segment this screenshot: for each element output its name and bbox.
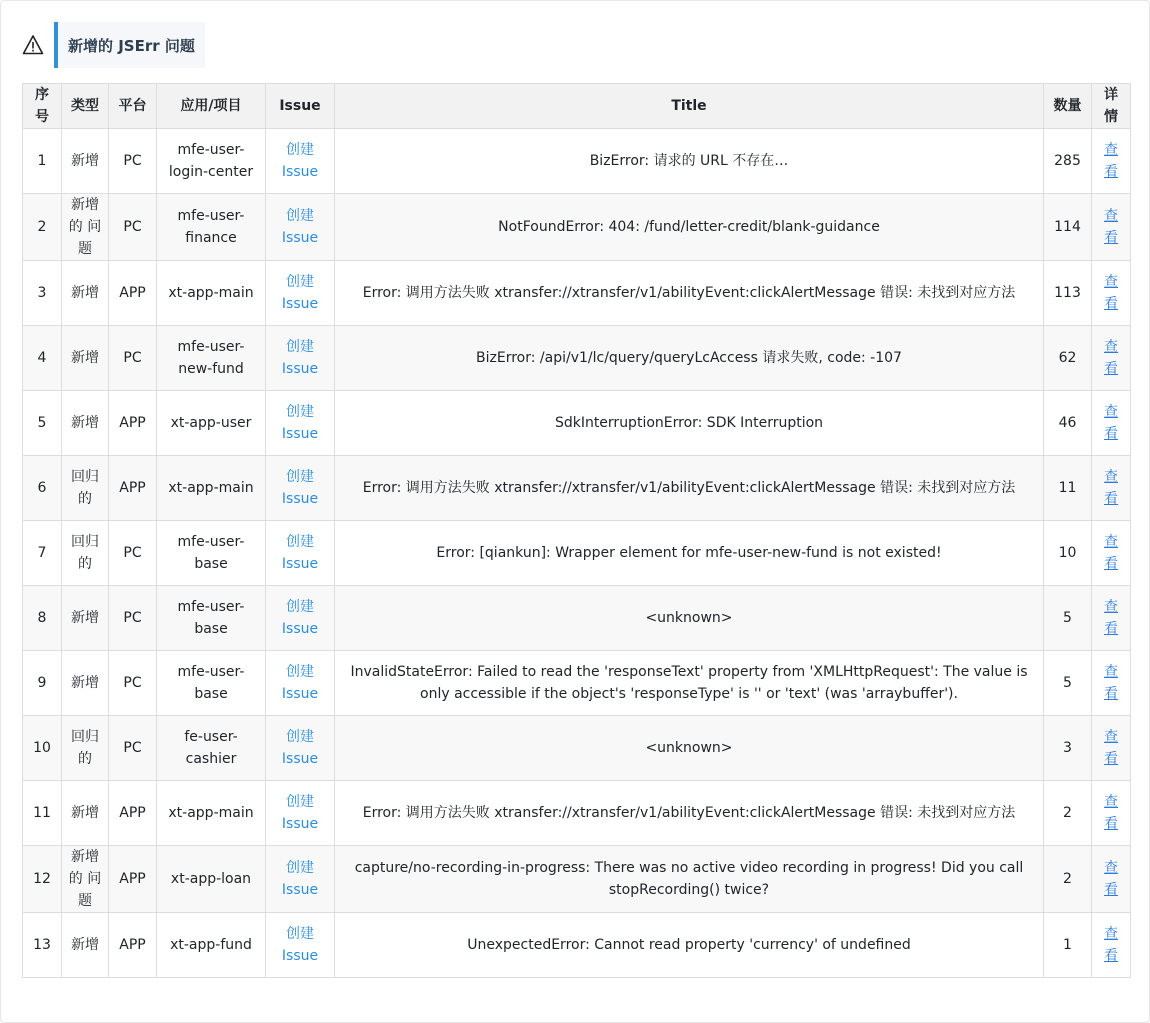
view-detail-link[interactable]: 查看 xyxy=(1104,534,1118,572)
page-title: 新增的 JSErr 问题 xyxy=(54,22,205,68)
row-count: 2 xyxy=(1044,781,1092,846)
table-row xyxy=(23,261,1131,326)
table-row xyxy=(23,913,1131,978)
view-detail-link[interactable]: 查看 xyxy=(1104,469,1118,507)
row-platform: APP xyxy=(109,781,157,846)
row-detail-cell xyxy=(1092,261,1131,326)
table-row xyxy=(23,456,1131,521)
row-count: 5 xyxy=(1044,651,1092,716)
view-detail-link[interactable]: 查看 xyxy=(1104,142,1118,180)
column-header-platform: 平台 xyxy=(109,84,157,129)
row-index: 2 xyxy=(23,194,62,261)
table-row xyxy=(23,781,1131,846)
row-title: BizError: /api/v1/lc/query/queryLcAccess 请求失败, code: -107 xyxy=(335,326,1044,391)
table-row xyxy=(23,586,1131,651)
row-issue-cell xyxy=(266,521,335,586)
row-title: Error: 调用方法失败 xtransfer://xtransfer/v1/abilityEvent:clickAlertMessage 错误: 未找到对应方法 xyxy=(335,261,1044,326)
create-issue-link[interactable]: 创建 Issue xyxy=(281,729,319,767)
row-index: 9 xyxy=(23,651,62,716)
create-issue-link[interactable]: 创建 Issue xyxy=(281,860,319,898)
row-count: 113 xyxy=(1044,261,1092,326)
table-row xyxy=(23,391,1131,456)
row-count: 3 xyxy=(1044,716,1092,781)
row-index: 8 xyxy=(23,586,62,651)
view-detail-link[interactable]: 查看 xyxy=(1104,729,1118,767)
view-detail-link[interactable]: 查看 xyxy=(1104,926,1118,964)
view-detail-link[interactable]: 查看 xyxy=(1104,860,1118,898)
view-detail-link[interactable]: 查看 xyxy=(1104,664,1118,702)
row-detail-cell xyxy=(1092,129,1131,194)
row-type: 新增 xyxy=(62,913,109,978)
table-row xyxy=(23,521,1131,586)
row-app: xt-app-main xyxy=(157,261,266,326)
row-index: 12 xyxy=(23,846,62,913)
row-app: mfe-user-finance xyxy=(157,194,266,261)
row-detail-cell xyxy=(1092,781,1131,846)
row-detail-cell xyxy=(1092,586,1131,651)
row-count: 5 xyxy=(1044,586,1092,651)
row-type: 新增 xyxy=(62,781,109,846)
row-issue-cell xyxy=(266,586,335,651)
row-issue-cell xyxy=(266,456,335,521)
row-type: 回归的 xyxy=(62,716,109,781)
create-issue-link[interactable]: 创建 Issue xyxy=(281,599,319,637)
row-issue-cell xyxy=(266,129,335,194)
create-issue-link[interactable]: 创建 Issue xyxy=(281,404,319,442)
row-type: 新增 xyxy=(62,261,109,326)
view-detail-link[interactable]: 查看 xyxy=(1104,208,1118,246)
column-header-type: 类型 xyxy=(62,84,109,129)
row-type: 新增 xyxy=(62,326,109,391)
row-title: <unknown> xyxy=(335,586,1044,651)
row-issue-cell xyxy=(266,846,335,913)
row-issue-cell xyxy=(266,391,335,456)
table-row xyxy=(23,716,1131,781)
create-issue-link[interactable]: 创建 Issue xyxy=(281,339,319,377)
row-title: capture/no-recording-in-progress: There was no active video recording in progress! Did you call stopRecording() twice? xyxy=(335,846,1044,913)
row-app: fe-user-cashier xyxy=(157,716,266,781)
row-platform: PC xyxy=(109,194,157,261)
row-title: InvalidStateError: Failed to read the 'responseText' property from 'XMLHttpRequest': The value is only accessible if the object's 'responseType' is '' or 'text' (was 'arraybuffer'). xyxy=(335,651,1044,716)
row-detail-cell xyxy=(1092,846,1131,913)
view-detail-link[interactable]: 查看 xyxy=(1104,794,1118,832)
create-issue-link[interactable]: 创建 Issue xyxy=(281,664,319,702)
view-detail-link[interactable]: 查看 xyxy=(1104,274,1118,312)
row-title: UnexpectedError: Cannot read property 'currency' of undefined xyxy=(335,913,1044,978)
warning-icon xyxy=(22,34,44,56)
jserr-table xyxy=(22,83,1131,978)
row-count: 11 xyxy=(1044,456,1092,521)
row-title: Error: 调用方法失败 xtransfer://xtransfer/v1/abilityEvent:clickAlertMessage 错误: 未找到对应方法 xyxy=(335,456,1044,521)
row-issue-cell xyxy=(266,326,335,391)
row-type: 回归的 xyxy=(62,521,109,586)
row-title: BizError: 请求的 URL 不存在… xyxy=(335,129,1044,194)
row-app: mfe-user-login-center xyxy=(157,129,266,194)
row-detail-cell xyxy=(1092,194,1131,261)
row-title: SdkInterruptionError: SDK Interruption xyxy=(335,391,1044,456)
create-issue-link[interactable]: 创建 Issue xyxy=(281,274,319,312)
table-row xyxy=(23,194,1131,261)
row-type: 新增的 问题 xyxy=(62,846,109,913)
row-detail-cell xyxy=(1092,456,1131,521)
row-platform: PC xyxy=(109,129,157,194)
row-count: 10 xyxy=(1044,521,1092,586)
row-app: xt-app-user xyxy=(157,391,266,456)
row-platform: PC xyxy=(109,586,157,651)
row-platform: PC xyxy=(109,326,157,391)
row-platform: APP xyxy=(109,261,157,326)
row-issue-cell xyxy=(266,913,335,978)
row-type: 新增 xyxy=(62,129,109,194)
table-row xyxy=(23,129,1131,194)
row-detail-cell xyxy=(1092,716,1131,781)
row-type: 新增 xyxy=(62,651,109,716)
row-platform: PC xyxy=(109,651,157,716)
row-issue-cell xyxy=(266,716,335,781)
column-header-count: 数量 xyxy=(1044,84,1092,129)
create-issue-link[interactable]: 创建 Issue xyxy=(281,142,319,180)
view-detail-link[interactable]: 查看 xyxy=(1104,599,1118,637)
column-header-title: Title xyxy=(335,84,1044,129)
row-app: xt-app-main xyxy=(157,456,266,521)
row-type: 新增的 问题 xyxy=(62,194,109,261)
row-platform: PC xyxy=(109,521,157,586)
row-detail-cell xyxy=(1092,651,1131,716)
column-header-app: 应用/项目 xyxy=(157,84,266,129)
row-platform: APP xyxy=(109,456,157,521)
row-index: 6 xyxy=(23,456,62,521)
row-index: 11 xyxy=(23,781,62,846)
row-index: 5 xyxy=(23,391,62,456)
create-issue-link[interactable]: 创建 Issue xyxy=(281,794,319,832)
row-title: <unknown> xyxy=(335,716,1044,781)
row-index: 13 xyxy=(23,913,62,978)
row-platform: APP xyxy=(109,913,157,978)
row-count: 1 xyxy=(1044,913,1092,978)
row-count: 114 xyxy=(1044,194,1092,261)
row-platform: APP xyxy=(109,846,157,913)
create-issue-link[interactable]: 创建 Issue xyxy=(281,534,319,572)
row-index: 10 xyxy=(23,716,62,781)
row-title: Error: [qiankun]: Wrapper element for mfe-user-new-fund is not existed! xyxy=(335,521,1044,586)
row-detail-cell xyxy=(1092,391,1131,456)
row-type: 新增 xyxy=(62,391,109,456)
row-title: NotFoundError: 404: /fund/letter-credit/blank-guidance xyxy=(335,194,1044,261)
column-header-index: 序号 xyxy=(23,84,62,129)
row-issue-cell xyxy=(266,651,335,716)
row-app: mfe-user-base xyxy=(157,651,266,716)
row-detail-cell xyxy=(1092,913,1131,978)
row-app: xt-app-loan xyxy=(157,846,266,913)
row-issue-cell xyxy=(266,261,335,326)
table-row xyxy=(23,651,1131,716)
create-issue-link[interactable]: 创建 Issue xyxy=(281,926,319,964)
row-count: 46 xyxy=(1044,391,1092,456)
table-header-row xyxy=(23,84,1131,129)
row-app: xt-app-fund xyxy=(157,913,266,978)
view-detail-link[interactable]: 查看 xyxy=(1104,339,1118,377)
row-type: 新增 xyxy=(62,586,109,651)
row-platform: APP xyxy=(109,391,157,456)
row-app: xt-app-main xyxy=(157,781,266,846)
row-detail-cell xyxy=(1092,521,1131,586)
row-app: mfe-user-new-fund xyxy=(157,326,266,391)
table-row xyxy=(23,846,1131,913)
row-detail-cell xyxy=(1092,326,1131,391)
view-detail-link[interactable]: 查看 xyxy=(1104,404,1118,442)
create-issue-link[interactable]: 创建 Issue xyxy=(281,469,319,507)
row-count: 285 xyxy=(1044,129,1092,194)
row-index: 7 xyxy=(23,521,62,586)
column-header-detail: 详情 xyxy=(1092,84,1131,129)
row-app: mfe-user-base xyxy=(157,586,266,651)
row-index: 1 xyxy=(23,129,62,194)
row-platform: PC xyxy=(109,716,157,781)
row-index: 3 xyxy=(23,261,62,326)
row-app: mfe-user-base xyxy=(157,521,266,586)
table-row xyxy=(23,326,1131,391)
row-count: 62 xyxy=(1044,326,1092,391)
row-count: 2 xyxy=(1044,846,1092,913)
row-type: 回归的 xyxy=(62,456,109,521)
column-header-issue: Issue xyxy=(266,84,335,129)
row-index: 4 xyxy=(23,326,62,391)
row-title: Error: 调用方法失败 xtransfer://xtransfer/v1/abilityEvent:clickAlertMessage 错误: 未找到对应方法 xyxy=(335,781,1044,846)
create-issue-link[interactable]: 创建 Issue xyxy=(281,208,319,246)
row-issue-cell xyxy=(266,194,335,261)
row-issue-cell xyxy=(266,781,335,846)
section-header xyxy=(22,22,205,68)
